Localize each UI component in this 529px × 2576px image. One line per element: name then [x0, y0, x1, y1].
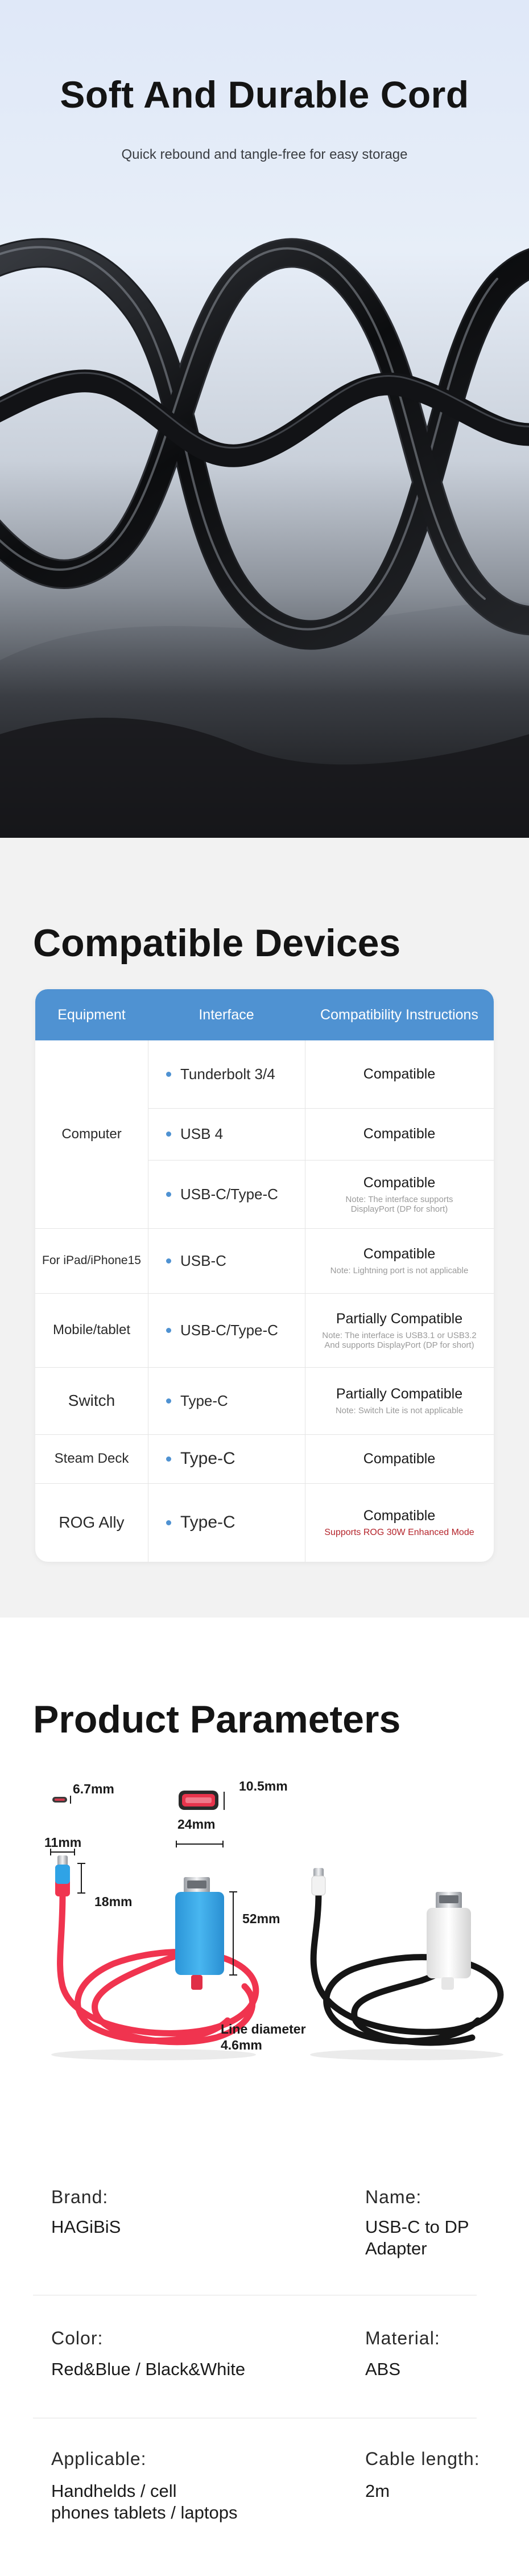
dim-dp-thickness: 10.5mm [239, 1779, 288, 1793]
compat-note: Note: Switch Lite is not applicable [335, 1406, 464, 1415]
spec-color-label: Color: [51, 2328, 104, 2348]
equipment-cell: ROG Ally [59, 1513, 125, 1531]
compat-note: Note: The interface is USB3.1 or USB3.2 And supports DisplayPort (DP for short) [322, 1330, 477, 1350]
interface-cell [148, 1434, 305, 1483]
spec-applicable-value: Handhelds / cell phones tablets / laptops [51, 2481, 238, 2522]
table-header [35, 989, 494, 1040]
bullet-dot [166, 1328, 171, 1333]
compat-note: Note: The interface supports DisplayPort (DP for short) [345, 1194, 453, 1214]
bullet-dot [166, 1258, 171, 1264]
interface-cell [148, 1040, 305, 1108]
hero-title: Soft And Durable Cord [60, 73, 469, 116]
spec-name-value: USB-C to DP Adapter [365, 2217, 469, 2258]
compat-cell [305, 1160, 494, 1228]
bullet-dot [166, 1192, 171, 1197]
header-compatibility: Compatibility Instructions [320, 1007, 478, 1023]
interface-label: Type-C [180, 1449, 235, 1468]
compat-cell [305, 1483, 494, 1562]
spec-cable-length-value: 2m [365, 2481, 390, 2501]
spec-material-label: Material: [365, 2328, 440, 2348]
compatible-devices-section [0, 838, 529, 1618]
compat-status: Compatible [363, 1126, 436, 1142]
compat-cell [305, 1108, 494, 1160]
interface-cell [148, 1108, 305, 1160]
equipment-cell: Computer [61, 1126, 122, 1142]
compat-cell [305, 1367, 494, 1434]
compat-status: Partially Compatible [336, 1386, 463, 1402]
interface-label: USB-C/Type-C [180, 1185, 278, 1203]
dim-usbc-width: 11mm [44, 1835, 82, 1850]
spec-brand-label: Brand: [51, 2187, 109, 2207]
spec-material-value: ABS [365, 2359, 401, 2379]
bullet-dot [166, 1072, 171, 1077]
interface-label: USB 4 [180, 1125, 224, 1142]
dim-dp-length: 52mm [242, 1911, 280, 1926]
spec-brand-value: HAGiBiS [51, 2217, 121, 2237]
equipment-cell: Switch [68, 1392, 115, 1409]
compat-status: Compatible [363, 1066, 436, 1082]
params-title: Product Parameters [33, 1698, 401, 1741]
interface-cell [148, 1483, 305, 1562]
interface-label: USB-C/Type-C [180, 1321, 278, 1339]
compat-cell [305, 1228, 494, 1293]
interface-cell [148, 1160, 305, 1228]
product-parameters-section [0, 1618, 529, 2576]
bullet-dot [166, 1520, 171, 1525]
header-equipment: Equipment [57, 1007, 126, 1023]
spec-applicable-label: Applicable: [51, 2449, 147, 2469]
bullet-dot [166, 1131, 171, 1137]
compat-note-highlight: Supports ROG 30W Enhanced Mode [324, 1528, 474, 1537]
interface-label: USB-C [180, 1252, 226, 1269]
compat-status: Compatible [363, 1174, 436, 1191]
compat-cell [305, 1040, 494, 1108]
interface-label: Type-C [180, 1513, 235, 1532]
bullet-dot [166, 1456, 171, 1462]
spec-name-label: Name: [365, 2187, 422, 2207]
header-interface: Interface [199, 1007, 254, 1023]
equipment-cell: Mobile/tablet [52, 1322, 131, 1338]
equipment-cell: Steam Deck [54, 1451, 129, 1466]
compat-cell [305, 1293, 494, 1367]
dim-dp-width: 24mm [177, 1817, 216, 1832]
spec-color-value: Red&Blue / Black&White [51, 2359, 246, 2379]
compat-title: Compatible Devices [33, 921, 401, 965]
dim-usbc-thickness: 6.7mm [73, 1781, 114, 1796]
interface-cell [148, 1293, 305, 1367]
equipment-cell: For iPad/iPhone15 [42, 1254, 141, 1267]
bullet-dot [166, 1398, 171, 1404]
compat-status: Compatible [363, 1246, 436, 1262]
compat-status: Compatible [363, 1450, 436, 1467]
compatibility-table [35, 989, 494, 1562]
spec-cable-length-label: Cable length: [365, 2449, 480, 2469]
interface-label: Type-C [180, 1392, 228, 1409]
dim-line-diameter-value: 4.6mm [221, 2038, 262, 2052]
compat-cell [305, 1434, 494, 1483]
hero-section [0, 0, 529, 838]
coiled-cable-image [0, 205, 529, 838]
interface-label: Tunderbolt 3/4 [180, 1065, 275, 1083]
compat-status: Compatible [363, 1508, 436, 1524]
hero-subtitle: Quick rebound and tangle-free for easy storage [121, 147, 408, 162]
dim-usbc-length: 18mm [94, 1894, 133, 1909]
compat-status: Partially Compatible [336, 1310, 463, 1327]
interface-cell [148, 1367, 305, 1434]
compat-note: Note: Lightning port is not applicable [330, 1266, 469, 1275]
interface-cell [148, 1228, 305, 1293]
dim-line-diameter-label: Line diameter [221, 2022, 306, 2036]
